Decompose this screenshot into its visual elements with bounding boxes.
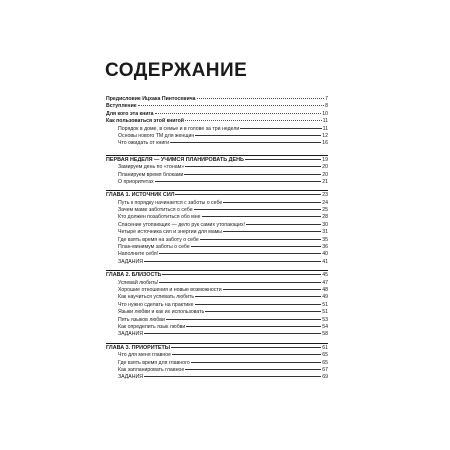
dot-leader [197, 98, 325, 99]
toc-entry-title: Что ожидать от книги [118, 140, 170, 147]
toc-entry-title: Что нужно сделать на практике [118, 301, 194, 308]
toc-entry-page: 11 [322, 118, 328, 125]
toc-subentry [106, 374, 328, 381]
toc-entry-title: Языки любви и как их использовать [118, 309, 205, 316]
toc-entry-title: ГЛАВА 2. БЛИЗОСТЬ [106, 272, 162, 279]
page-title: СОДЕРЖАНИЕ [105, 60, 248, 81]
dot-leader [155, 113, 322, 114]
toc-entry-title: ЗАДАНИЯ [118, 331, 143, 338]
toc-entry-page: 58 [322, 331, 328, 338]
toc-subentry [106, 222, 328, 229]
toc-entry-title: ГЛАВА 3. ПРИОРИТЕТЫ [106, 344, 171, 351]
toc-entry-page: 30 [322, 221, 328, 228]
toc-subentry [106, 352, 328, 359]
toc-entry-title: ЗАДАНИЯ [118, 258, 143, 265]
dot-leader [223, 202, 321, 203]
toc-subentry [106, 287, 328, 294]
toc-entry-page: 53 [322, 316, 328, 323]
toc-subentry [106, 259, 328, 266]
toc-entry-title: Как определить язык любви [118, 323, 186, 330]
dot-leader [200, 239, 321, 240]
toc-subentry [106, 126, 328, 133]
toc-subentry [106, 324, 328, 331]
toc-subentry [106, 331, 328, 338]
dot-leader [205, 311, 321, 312]
toc-subentry [106, 280, 328, 287]
dot-leader [202, 216, 322, 217]
toc-entry-page: 49 [322, 294, 328, 301]
chapter-block [106, 190, 328, 266]
toc-entry-title: О приоритетах [118, 178, 154, 185]
dot-leader [170, 142, 321, 143]
toc-subentry [106, 244, 328, 251]
table-of-contents [106, 96, 328, 382]
toc-entry-title: Хорошие отношения и новые возможности [118, 286, 222, 293]
toc-entry-page: 41 [322, 258, 328, 265]
dot-leader [245, 159, 321, 160]
dot-leader [171, 347, 321, 348]
toc-entry-page: 40 [322, 251, 328, 258]
dot-leader [185, 369, 321, 370]
dot-leader [175, 194, 321, 195]
toc-entry-title: Где взять время для главного [118, 359, 190, 366]
chapter-block [106, 155, 328, 187]
dot-leader [195, 304, 322, 305]
toc-entry-title: Спасение утопающих — дело рук самих утопающих! [118, 221, 246, 228]
toc-entry-page: 54 [322, 323, 328, 330]
chapters [106, 155, 328, 382]
toc-entry-page: 28 [322, 214, 328, 221]
dot-leader [159, 253, 321, 254]
toc-entry-title: Путь к порядку начинается с заботы о себе [118, 199, 223, 206]
toc-entry-title: ПЕРВАЯ НЕДЕЛЯ — УЧИМСЯ ПЛАНИРОВАТЬ ДЕНЬ [106, 156, 244, 163]
spacer [106, 148, 328, 151]
chapter-block [106, 270, 328, 339]
toc-entry-page: 11 [322, 125, 328, 132]
chapter-heading [106, 157, 328, 164]
toc-entry-page: 65 [322, 352, 328, 359]
toc-subentry [106, 214, 328, 221]
toc-subentry [106, 140, 328, 147]
toc-entry-page: 51 [322, 309, 328, 316]
toc-entry [106, 96, 328, 103]
toc-entry-page: 36 [322, 244, 328, 251]
toc-entry-page: 51 [322, 301, 328, 308]
dot-leader [185, 120, 322, 121]
toc-entry-page: 19 [322, 156, 328, 163]
toc-entry-title: Кто должен позаботиться обо мне [118, 214, 201, 221]
toc-entry-title: Как запланировать главное [118, 366, 185, 373]
toc-subentry [106, 360, 328, 367]
toc-entry-page: 10 [322, 110, 328, 117]
toc-entry-page: 20 [322, 171, 328, 178]
toc-entry-title: Как научиться успевать любить [118, 294, 195, 301]
toc-subentry [106, 179, 328, 186]
dot-leader [144, 261, 321, 262]
toc-entry-page: 12 [322, 132, 328, 139]
dot-leader [144, 333, 321, 334]
toc-entry-title: Планируем время блоками [118, 171, 184, 178]
dot-leader [138, 105, 324, 106]
dot-leader [185, 166, 321, 167]
dot-leader [240, 128, 321, 129]
toc-entry-title: Четыре источника сил и энергии для мамы [118, 229, 223, 236]
toc-entry-page: 47 [322, 279, 328, 286]
toc-subentry [106, 207, 328, 214]
toc-entry-page: 31 [322, 229, 328, 236]
toc-entry-page: 21 [322, 178, 328, 185]
toc-subentry [106, 133, 328, 140]
dot-leader [144, 376, 321, 377]
toc-entry-title: Вступление [106, 103, 137, 110]
toc-entry-page: 69 [322, 374, 328, 381]
toc-entry-page: 67 [322, 366, 328, 373]
toc-entry-page: 61 [322, 344, 328, 351]
toc-entry-page: 7 [325, 96, 328, 102]
dot-leader [186, 326, 321, 327]
dot-leader [155, 181, 322, 182]
toc-entry-page: 20 [322, 164, 328, 171]
toc-entry-title: Предисловие Ицхака Пинтосевича [106, 96, 196, 102]
toc-subentry [106, 317, 328, 324]
dot-leader [166, 319, 321, 320]
chapter-heading [106, 345, 328, 352]
toc-entry-page: 48 [322, 286, 328, 293]
toc-entry-title: Порядок в доме, в семье и в голове за три недели [118, 125, 240, 132]
toc-entry [106, 118, 328, 125]
toc-subentry [106, 229, 328, 236]
chapter-heading [106, 272, 328, 279]
toc-entry-title: Наполните себя! [118, 251, 159, 258]
dot-leader [191, 362, 321, 363]
toc-entry-title: Зачем маме заботиться о себе [118, 207, 193, 214]
toc-entry [106, 103, 328, 110]
toc-entry-title: ЗАДАНИЯ [118, 374, 143, 381]
toc-entry-page: 23 [322, 192, 328, 199]
toc-entry-title: Успевай любить! [118, 279, 159, 286]
dot-leader [195, 135, 321, 136]
dot-leader [195, 296, 321, 297]
toc-subentry [106, 172, 328, 179]
toc-subentry [106, 294, 328, 301]
toc-entry-page: 8 [325, 103, 328, 110]
toc-entry-title: Как пользоваться этой книгой [106, 118, 184, 125]
toc-entry-title: План-минимум заботы о себе [118, 244, 190, 251]
dot-leader [223, 289, 322, 290]
toc-subentry [106, 251, 328, 258]
dot-leader [159, 282, 321, 283]
dot-leader [223, 231, 321, 232]
toc-entry-page: 16 [322, 140, 328, 147]
dot-leader [162, 274, 321, 275]
front-matter [106, 96, 328, 148]
toc-entry-page: 35 [322, 236, 328, 243]
toc-subentry [106, 367, 328, 374]
toc-subentry [106, 237, 328, 244]
toc-entry-title: Где взять время на заботу о себе [118, 236, 199, 243]
toc-entry-title: Для кого эта книга [106, 110, 154, 117]
toc-entry-page: 45 [322, 272, 328, 279]
dot-leader [246, 224, 321, 225]
dot-leader [191, 246, 321, 247]
toc-entry-page: 65 [322, 359, 328, 366]
toc-entry-title: Что для меня главное [118, 352, 172, 359]
toc-subentry [106, 164, 328, 171]
dot-leader [194, 209, 322, 210]
chapter-block [106, 343, 328, 382]
toc-entry-title: Основы нового ТМ для женщин [118, 132, 195, 139]
toc-entry-title: Пять языков любви [118, 316, 165, 323]
toc-entry-page: 24 [322, 199, 328, 206]
toc-subentry [106, 302, 328, 309]
toc-entry-title: ГЛАВА 1. ИСТОЧНИК СИЛ [106, 192, 175, 199]
dot-leader [184, 174, 321, 175]
toc-subentry [106, 200, 328, 207]
toc-entry-title: Замируем день по «тонам» [118, 164, 185, 171]
chapter-heading [106, 192, 328, 199]
dot-leader [172, 354, 321, 355]
toc-entry-page: 25 [322, 207, 328, 214]
toc-subentry [106, 309, 328, 316]
